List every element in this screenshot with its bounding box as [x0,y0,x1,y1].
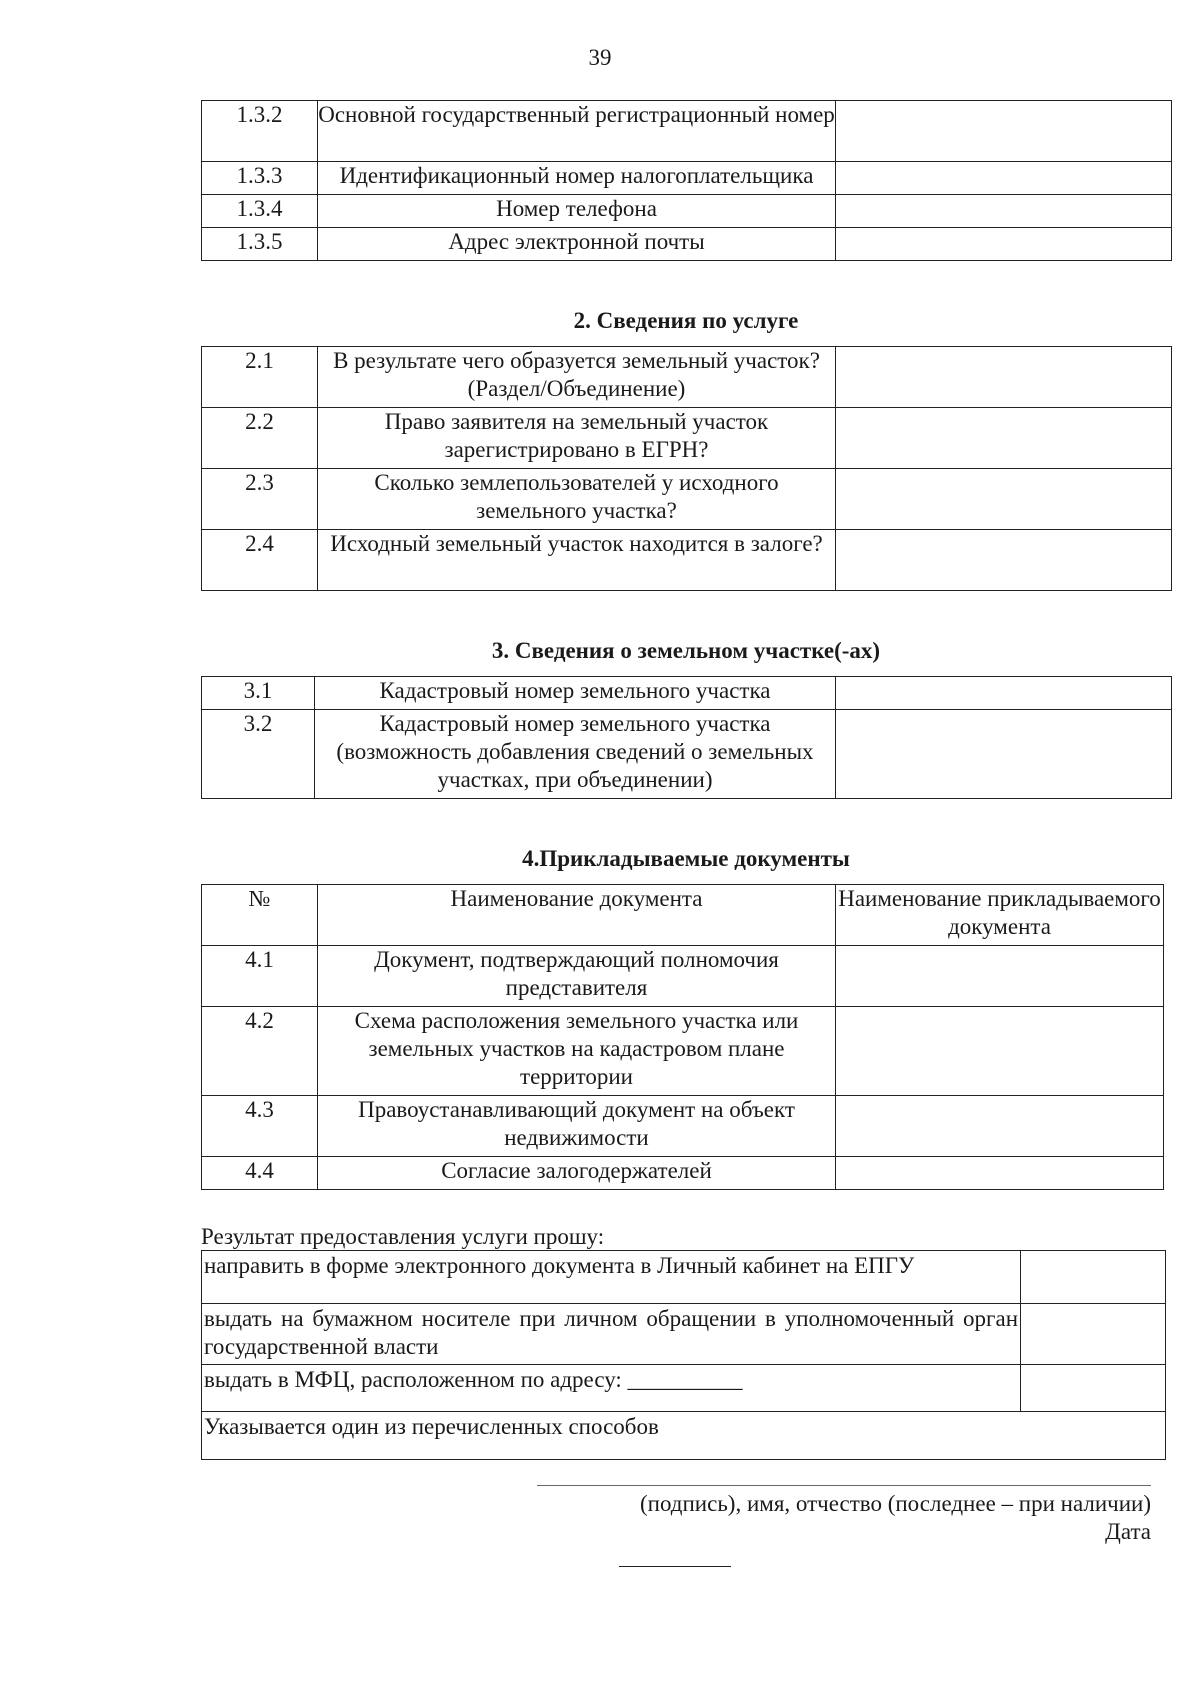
table-row [202,530,1172,591]
result-option-text: выдать на бумажном носителе при личном обращении в уполномоченный орган государственной власти [202,1304,1021,1365]
page-number: 39 [588,45,612,70]
result-option-row [202,1365,1166,1412]
value-cell[interactable] [836,530,1172,591]
table-row [202,347,1172,408]
documents-table [201,884,1164,1190]
header-number: № [202,885,318,946]
row-label: Идентификационный номер налогоплательщика [318,162,836,195]
row-number: 4.1 [202,946,318,1007]
value-cell[interactable] [836,710,1172,799]
table-row [202,1157,1164,1190]
result-option-checkbox[interactable] [1021,1304,1166,1365]
row-label: Исходный земельный участок находится в залоге? [318,530,836,591]
row-number: 3.2 [202,710,315,799]
result-option-row [202,1304,1166,1365]
table-row [202,228,1172,261]
value-cell[interactable] [836,228,1172,261]
table-row [202,1007,1164,1096]
table-row [202,408,1172,469]
row-number: 2.4 [202,530,318,591]
section-3-title: 3. Сведения о земельном участке(-ах) [491,638,881,663]
result-option-checkbox[interactable] [1021,1251,1166,1304]
value-cell[interactable] [836,101,1172,162]
table-row [202,195,1172,228]
row-label: Правоустанавливающий документ на объект недвижимости [318,1096,836,1157]
row-number: 1.3.4 [202,195,318,228]
row-label: Кадастровый номер земельного участка (возможность добавления сведений о земельных участках, при объединении) [315,710,836,799]
result-option-text: выдать в МФЦ, расположенном по адресу: __________ [202,1365,1021,1412]
signature-caption: (подпись), имя, отчество (последнее – при наличии) [639,1491,1151,1516]
row-label: Право заявителя на земельный участок зарегистрировано в ЕГРН? [318,408,836,469]
row-number: 2.3 [202,469,318,530]
row-label: Документ, подтверждающий полномочия представителя [318,946,836,1007]
value-cell[interactable] [836,1007,1164,1096]
section-4-title: 4.Прикладываемые документы [522,846,850,871]
row-label: Сколько землепользователей у исходного земельного участка? [318,469,836,530]
value-cell[interactable] [836,677,1172,710]
date-label: Дата [1105,1519,1151,1544]
table-row [202,162,1172,195]
service-table [201,346,1172,591]
value-cell[interactable] [836,162,1172,195]
row-number: 3.1 [202,677,315,710]
value-cell[interactable] [836,469,1172,530]
row-label: Номер телефона [318,195,836,228]
header-attached-document: Наименование прикладываемого документа [836,885,1164,946]
value-cell[interactable] [836,408,1172,469]
row-label: Схема расположения земельного участка или земельных участков на кадастровом плане территории [318,1007,836,1096]
result-option-checkbox[interactable] [1021,1365,1166,1412]
table-row [202,677,1172,710]
value-cell[interactable] [836,195,1172,228]
row-number: 1.3.5 [202,228,318,261]
table-row [202,710,1172,799]
signature-line [537,1485,1151,1486]
result-note: Указывается один из перечисленных способов [202,1412,1166,1460]
row-number: 2.1 [202,347,318,408]
table-row [202,946,1164,1007]
section-2-title: 2. Сведения по услуге [573,308,799,333]
row-number: 4.2 [202,1007,318,1096]
row-number: 1.3.2 [202,101,318,162]
row-label: Согласие залогодержателей [318,1157,836,1190]
date-line [619,1566,731,1567]
value-cell[interactable] [836,347,1172,408]
result-intro: Результат предоставления услуги прошу: [201,1224,605,1249]
row-number: 4.3 [202,1096,318,1157]
row-label: Адрес электронной почты [318,228,836,261]
result-note-row [202,1412,1166,1460]
row-label: Кадастровый номер земельного участка [315,677,836,710]
table-row [202,469,1172,530]
result-option-row [202,1251,1166,1304]
table-row [202,1096,1164,1157]
row-label: Основной государственный регистрационный номер [318,101,836,162]
header-document-name: Наименование документа [318,885,836,946]
table-header-row [202,885,1164,946]
table-row [202,101,1172,162]
land-plot-table [201,676,1172,799]
value-cell[interactable] [836,1157,1164,1190]
applicant-table [201,100,1172,261]
value-cell[interactable] [836,946,1164,1007]
row-number: 1.3.3 [202,162,318,195]
row-number: 4.4 [202,1157,318,1190]
result-option-text: направить в форме электронного документа в Личный кабинет на ЕПГУ [202,1251,1021,1304]
row-number: 2.2 [202,408,318,469]
result-options-table [201,1250,1166,1460]
row-label: В результате чего образуется земельный участок? (Раздел/Объединение) [318,347,836,408]
value-cell[interactable] [836,1096,1164,1157]
